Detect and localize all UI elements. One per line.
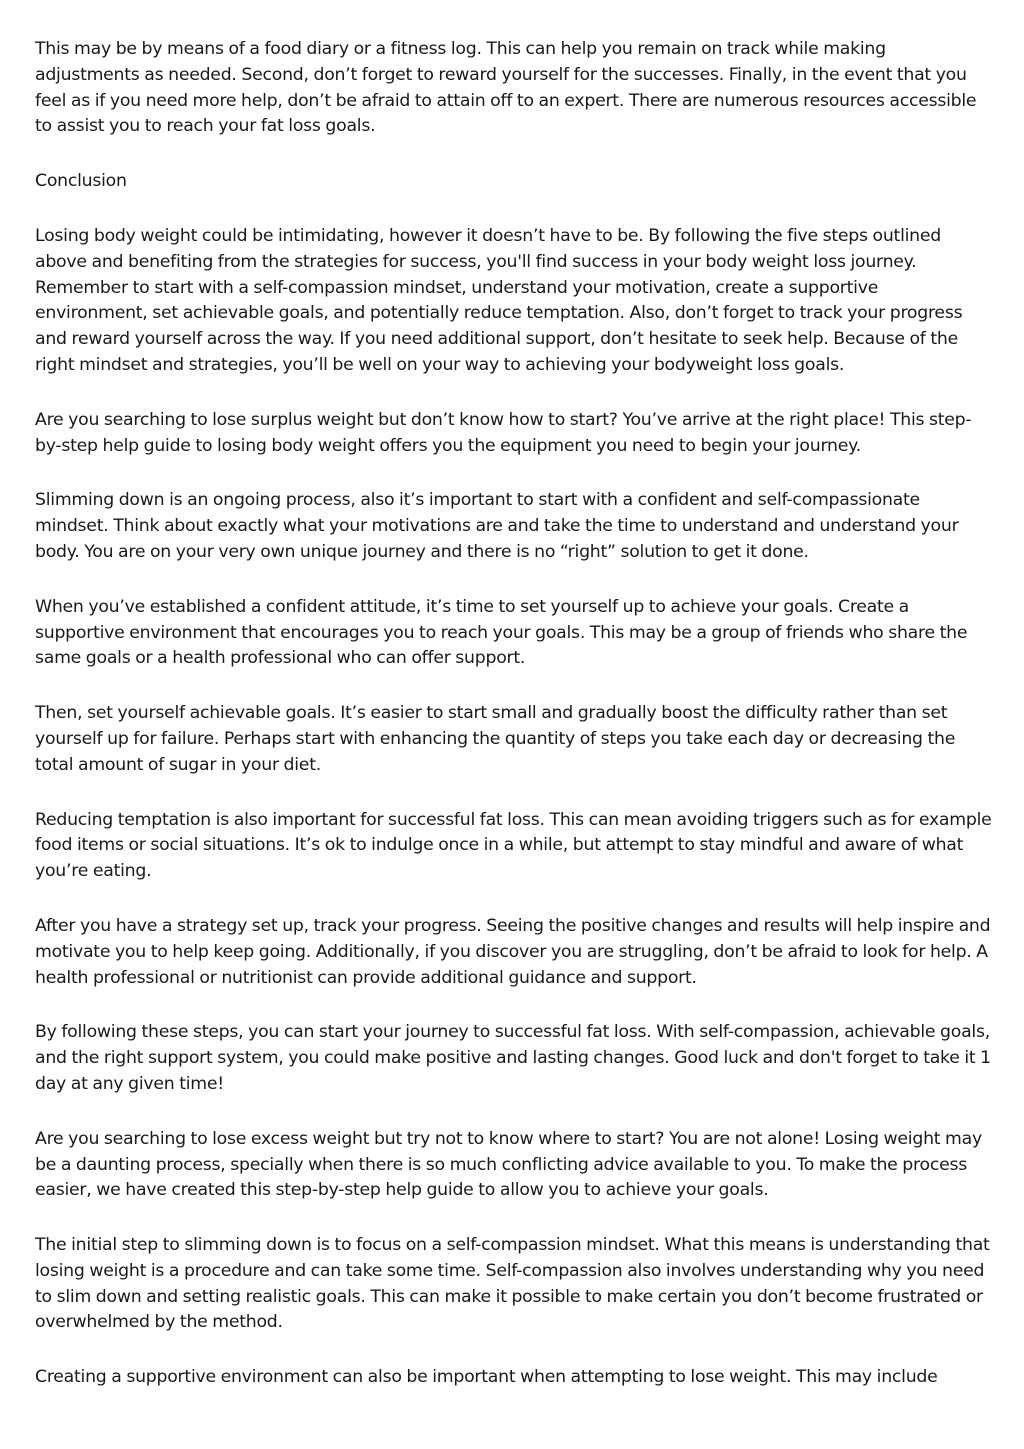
paragraph-not-alone: Are you searching to lose excess weight but try not to know where to start? You are not alone! Losing weight may be a daunting process, specially when there is so much conflicting advice available to you. To make the process easier, we have created this step-by-step help guide to allow you to achieve your goals. (35, 1128, 982, 1201)
paragraph-reducing-temptation: Reducing temptation is also important for successful fat loss. This can mean avoiding triggers such as for example food items or social situations. It’s ok to indulge once in a while, but attempt to stay mindful and aware of what you’re eating. (35, 809, 992, 882)
paragraph-initial-step: The initial step to slimming down is to focus on a self-compassion mindset. What this means is understanding that losing weight is a procedure and can take some time. Self-compassion also involves understanding why you need to slim down and setting realistic goals. This can make it possible to make certain you don’t become frustrated or overwhelmed by the method. (35, 1235, 990, 1333)
paragraph-tracking-tips: This may be by means of a food diary or a fitness log. This can help you remain on track while making adjustments as needed. Second, don’t forget to reward yourself for the successes. Finally, in the event that you feel as if you need more help, don’t be afraid to attain off to an expert. There are numerous resources accessible to assist you to reach your fat loss goals. (35, 39, 977, 137)
paragraph-intro-guide: Are you searching to lose surplus weight but don’t know how to start? You’ve arrive at the right place! This step-by-step help guide to losing body weight offers you the equipment you need to begin your journey. (35, 409, 972, 456)
paragraph-track-progress: After you have a strategy set up, track your progress. Seeing the positive changes and results will help inspire and motivate you to help keep going. Additionally, if you discover you are struggling, don’t be afraid to look for help. A health professional or nutritionist can provide additional guidance and support. (35, 915, 991, 988)
paragraph-mindset: Slimming down is an ongoing process, also it’s important to start with a confident and self-compassionate mindset. Think about exactly what your motivations are and take the time to understand and understand your body. You are on your very own unique journey and there is no “right” solution to get it done. (35, 490, 959, 562)
paragraph-following-steps: By following these steps, you can start your journey to successful fat loss. With self-compassion, achievable goals, and the right support system, you could make positive and lasting changes. Good luck and don't forget to take it 1 day at any given time! (35, 1022, 991, 1094)
paragraph-conclusion-summary: Losing body weight could be intimidating, however it doesn’t have to be. By following the five steps outlined above and benefiting from the strategies for success, you'll find success in your body weight loss journey. Remember to start with a self-compassion mindset, understand your motivation, create a supportive environment, set achievable goals, and potentially reduce temptation. Also, don’t forget to track your progress and reward yourself across the way. If you need additional support, don’t hesitate to seek help. Because of the right mindset and strategies, you’ll be well on your way to achieving your bodyweight loss goals. (35, 225, 963, 375)
document-body (35, 37, 995, 1391)
paragraph-supportive-environment: When you’ve established a confident attitude, it’s time to set yourself up to achieve your goals. Create a supportive environment that encourages you to reach your goals. This may be a group of friends who share the same goals or a health professional who can offer support. (35, 596, 968, 669)
paragraph-creating-environment: Creating a supportive environment can also be important when attempting to lose weight. This may include (35, 1367, 938, 1388)
section-heading-conclusion: Conclusion (35, 171, 127, 192)
paragraph-achievable-goals: Then, set yourself achievable goals. It’s easier to start small and gradually boost the difficulty rather than set yourself up for failure. Perhaps start with enhancing the quantity of steps you take each day or decreasing the total amount of sugar in your diet. (35, 703, 956, 775)
